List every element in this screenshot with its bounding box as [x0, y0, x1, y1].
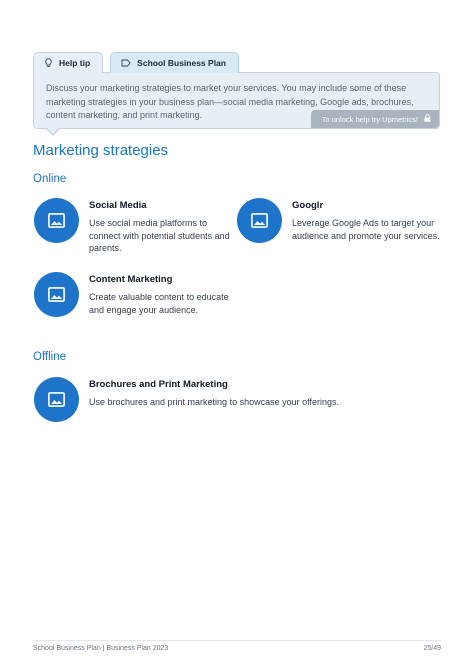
unlock-help-button[interactable]	[311, 110, 439, 128]
section-online-title: Online	[33, 173, 67, 185]
strategy-social-media	[34, 198, 234, 255]
strategy-title: Brochures and Print Marketing	[89, 379, 228, 390]
help-tip-text: Discuss your marketing strategies to market your services. You may include some of these marketing strategies in your business plan—social media marketing, Google ads, brochures, content marketing, and print marketing.	[46, 83, 414, 120]
section-offline-title: Offline	[33, 351, 67, 363]
help-tip-panel	[33, 72, 440, 129]
strategy-brochures-print	[34, 377, 434, 422]
image-icon	[34, 377, 79, 422]
page-title: Marketing strategies	[33, 142, 169, 159]
image-icon	[237, 198, 282, 243]
tag-icon	[121, 59, 131, 67]
tab-school-business-plan[interactable]	[110, 52, 239, 73]
strategy-description: Use social media platforms to connect with potential students and parents.	[89, 218, 230, 253]
tab-bar	[33, 52, 239, 73]
page-number: 25/49	[423, 645, 441, 652]
tab-help-tip-label: Help tip	[59, 58, 91, 68]
strategy-title: Social Media	[89, 200, 147, 211]
footer-divider	[33, 640, 441, 641]
strategy-title: Googlr	[292, 200, 324, 211]
tab-help-tip[interactable]	[33, 52, 103, 73]
strategy-description: Create valuable content to educate and engage your audience.	[89, 292, 229, 315]
unlock-help-label: To unlock help try Upmetrics!	[321, 114, 418, 124]
lightbulb-icon	[44, 58, 53, 68]
image-icon	[34, 198, 79, 243]
strategy-googlr	[237, 198, 442, 243]
strategy-content-marketing	[34, 272, 234, 317]
lock-icon	[424, 114, 431, 124]
tip-caret	[46, 129, 60, 136]
strategy-title: Content Marketing	[89, 274, 173, 285]
tab-school-business-plan-label: School Business Plan	[137, 58, 226, 68]
image-icon	[34, 272, 79, 317]
strategy-description: Use brochures and print marketing to showcase your offerings.	[89, 397, 339, 407]
strategy-description: Leverage Google Ads to target your audience and promote your services.	[292, 218, 440, 241]
footer-document-title: School Business Plan | Business Plan 2023	[33, 645, 169, 652]
